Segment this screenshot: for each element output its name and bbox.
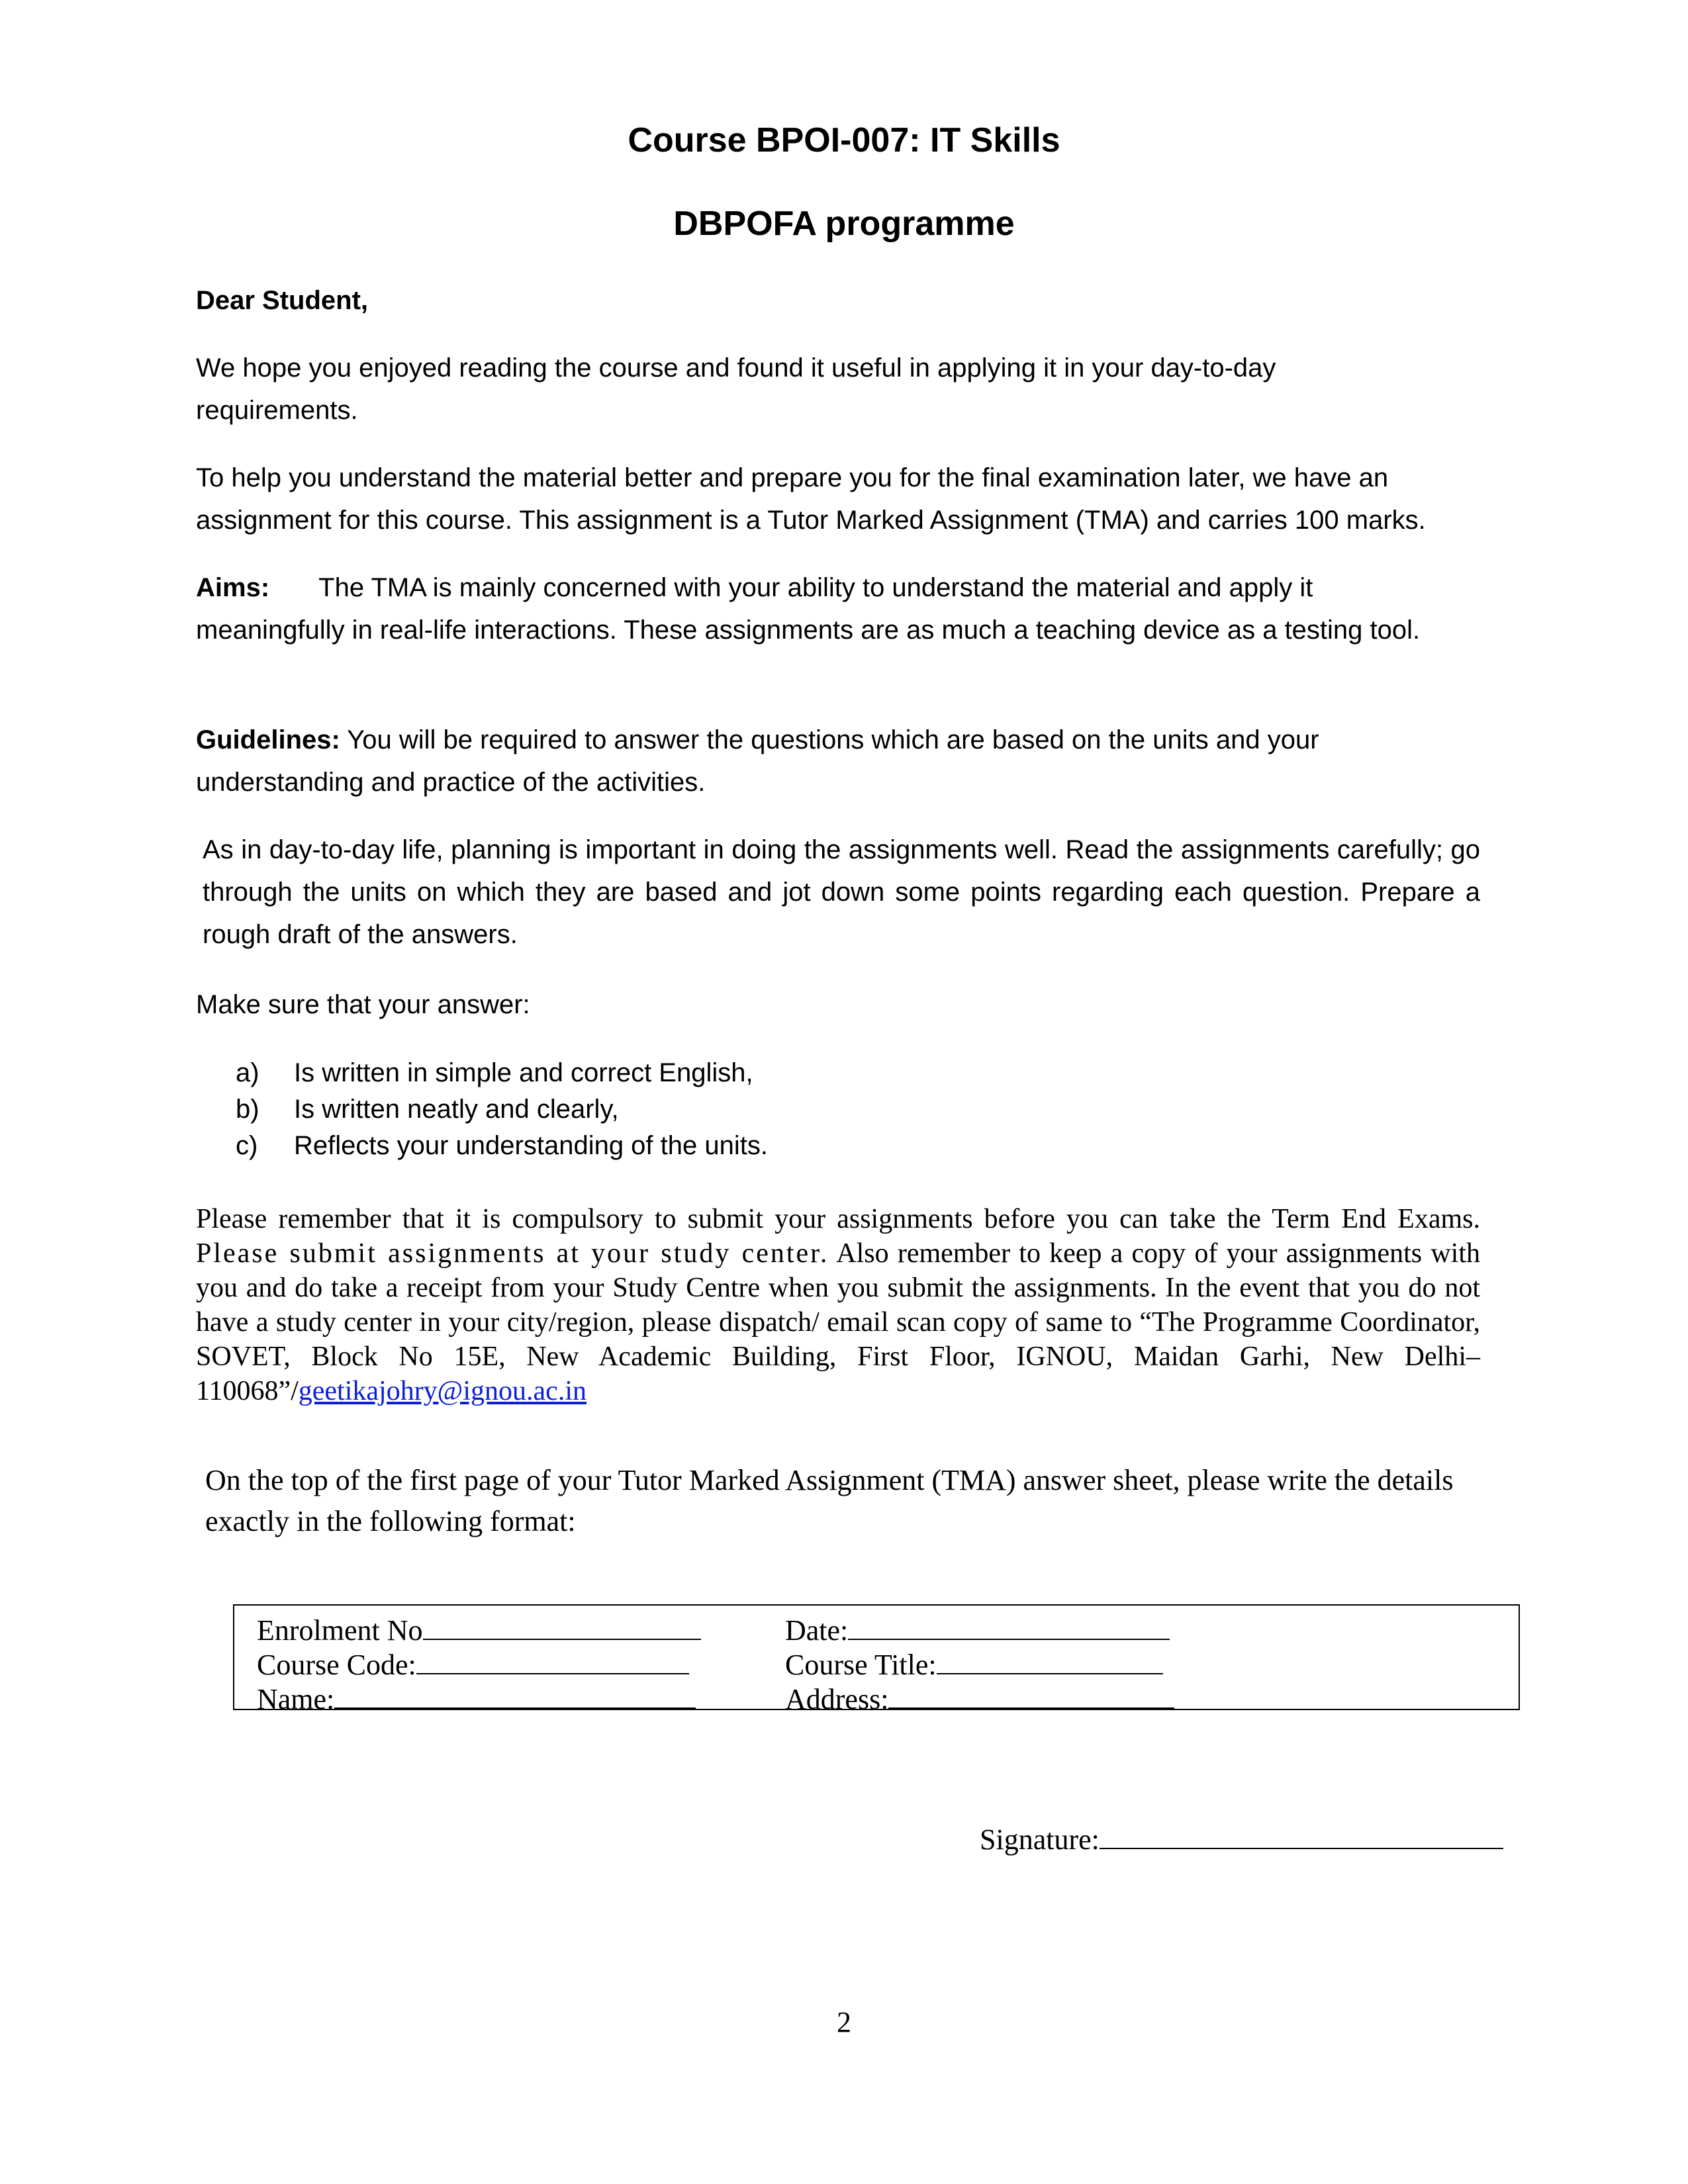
list-item-text: Is written neatly and clearly, [294, 1095, 619, 1124]
submission-text-spaced: Please submit assignments at your study center. [196, 1238, 829, 1269]
assignment-info-paragraph: To help you understand the material better and prepare you for the final examination later, we have an assignment for this course. This assignment is a Tutor Marked Assignment (TMA) and carries 100 marks. [196, 463, 1426, 535]
date-field [785, 1612, 1170, 1648]
make-sure-heading: Make sure that your answer: [196, 990, 530, 1019]
name-blank [334, 1681, 696, 1709]
signature-label: Signature: [980, 1823, 1100, 1856]
course-code-field [257, 1647, 689, 1682]
course-title-blank [937, 1647, 1163, 1674]
enrolment-blank [423, 1612, 701, 1640]
submission-text-1: Please remember that it is compulsory to submit your assignments before you can take the Term End Exams. [196, 1204, 1480, 1234]
page-number: 2 [837, 2006, 851, 2038]
list-item [196, 1055, 1255, 1091]
format-instruction: On the top of the first page of your Tutor Marked Assignment (TMA) answer sheet, please write the details exactly in the following format: [205, 1464, 1454, 1537]
aims-paragraph [196, 567, 1434, 651]
list-item [196, 1091, 1255, 1128]
name-field [257, 1681, 696, 1717]
date-label: Date: [785, 1614, 849, 1647]
course-code-label: Course Code: [257, 1649, 416, 1681]
list-item [196, 1128, 1255, 1164]
guidelines-text: You will be required to answer the questions which are based on the units and your understanding and practice of the activities. [196, 725, 1319, 797]
details-format-box [233, 1604, 1520, 1715]
intro-paragraph: We hope you enjoyed reading the course and found it useful in applying it in your day-to-day requirements. [196, 353, 1276, 425]
address-field [785, 1681, 1174, 1717]
list-item-text: Reflects your understanding of the units. [294, 1131, 768, 1160]
list-item-marker: b) [236, 1095, 259, 1124]
enrolment-label: Enrolment No [257, 1614, 423, 1647]
submission-paragraph [196, 1202, 1480, 1408]
course-code-blank [416, 1647, 689, 1674]
course-title: Course BPOI-007: IT Skills [628, 121, 1060, 159]
programme-title: DBPOFA programme [673, 205, 1015, 243]
aims-text: The TMA is mainly concerned with your ability to understand the material and apply it meaningfully in real-life interactions. These assignments are as much a teaching device as a testing tool. [196, 573, 1421, 645]
address-label: Address: [785, 1683, 889, 1715]
name-label: Name: [257, 1683, 335, 1715]
coordinator-email-link[interactable]: geetikajohry@ignou.ac.in [298, 1376, 586, 1406]
enrolment-field [257, 1612, 701, 1648]
guidelines-label: Guidelines: [196, 725, 340, 754]
course-title-label: Course Title: [785, 1649, 937, 1681]
date-blank [848, 1612, 1170, 1640]
submission-text-2: Also remember to keep a copy of your assignments with you and do take a receipt from your Study Centre when you submit the assignments. In the event that you do not have a study center in your city/region, please dispatch/ email scan copy of same to “The Programme Coordinator, SOVET, Block No 15E, New Academic Building, First Floor, IGNOU, Maidan Garhi, New Delhi–110068”/ [196, 1238, 1481, 1406]
address-blank [888, 1681, 1174, 1709]
course-title-field [785, 1647, 1163, 1682]
signature-blank [1100, 1821, 1503, 1849]
planning-paragraph: As in day-to-day life, planning is important in doing the assignments well. Read the assignments carefully; go through the units on which they are based and jot down some points regarding each question. Prepare a rough draft of the answers. [203, 835, 1480, 949]
salutation: Dear Student, [196, 286, 369, 315]
answer-checklist [196, 1055, 1255, 1164]
list-item-marker: a) [236, 1058, 259, 1087]
list-item-marker: c) [236, 1131, 258, 1160]
signature-field [980, 1821, 1503, 1857]
guidelines-paragraph [196, 719, 1440, 803]
aims-label: Aims: [196, 573, 270, 602]
list-item-text: Is written in simple and correct English, [294, 1058, 753, 1087]
